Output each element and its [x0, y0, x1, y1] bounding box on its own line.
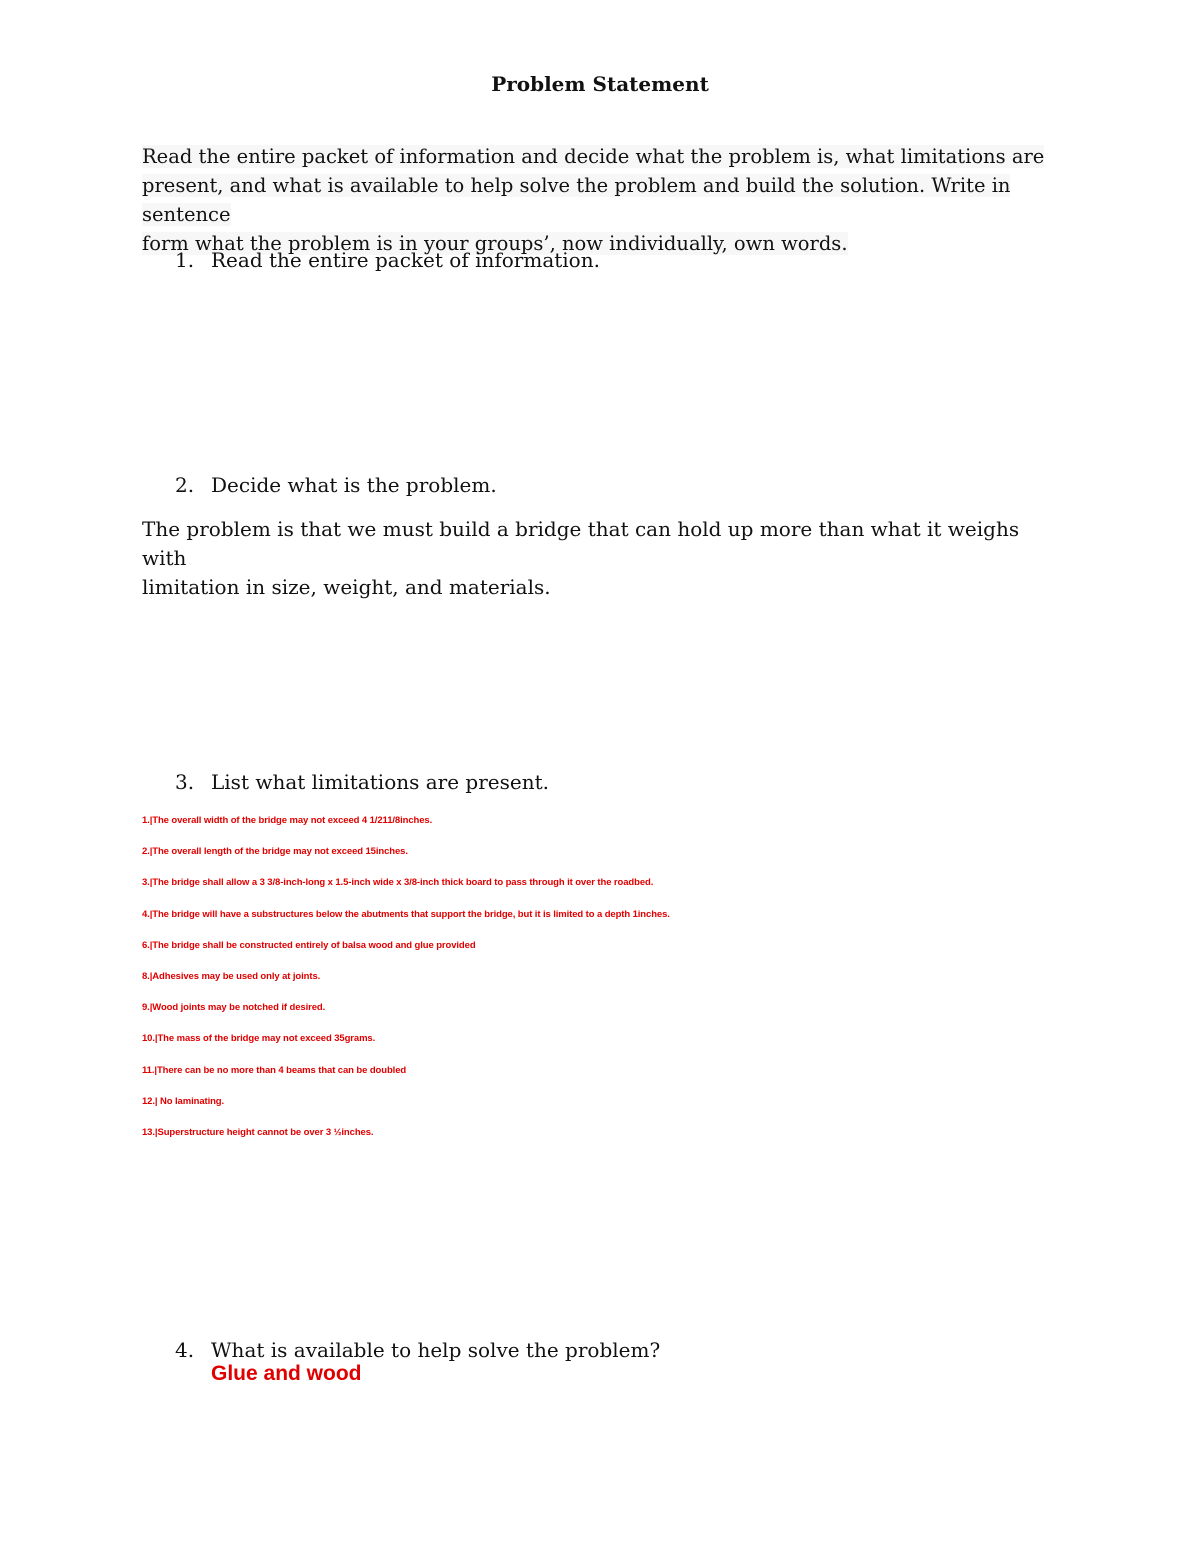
intro-paragraph: [142, 142, 1072, 258]
page-title: Problem Statement: [491, 72, 709, 96]
problem-answer-line-2: limitation in size, weight, and materials.: [142, 575, 551, 599]
limitation-item: 12.| No laminating.: [142, 1095, 225, 1107]
question-text: What is available to help solve the problem?: [211, 1338, 661, 1362]
question-text: List what limitations are present.: [211, 770, 549, 794]
question-number: 3.: [175, 770, 195, 794]
limitation-item: 10.|The mass of the bridge may not exceed 35grams.: [142, 1033, 376, 1045]
problem-answer: [142, 515, 1042, 602]
problem-answer-line-1: The problem is that we must build a bridge that can hold up more than what it weighs with: [142, 517, 1020, 570]
intro-line-1: Read the entire packet of information and decide what the problem is, what limitations are: [142, 145, 1045, 168]
question-number: 1.: [175, 248, 195, 272]
limitation-item: 9.|Wood joints may be notched if desired.: [142, 1002, 326, 1014]
question-text: Read the entire packet of information.: [211, 248, 600, 272]
limitation-item: 8.|Adhesives may be used only at joints.: [142, 970, 321, 982]
limitation-item: 2.|The overall length of the bridge may not exceed 15inches.: [142, 846, 408, 858]
limitations-list: [142, 812, 1042, 1155]
available-answer: Glue and wood: [211, 1362, 362, 1385]
limitation-item: 11.|There can be no more than 4 beams that can be doubled: [142, 1064, 407, 1076]
limitation-item: 6.|The bridge shall be constructed entirely of balsa wood and glue provided: [142, 939, 476, 951]
limitation-item: 1.|The overall width of the bridge may not exceed 4 1/211/8inches.: [142, 815, 433, 826]
intro-line-2: present, and what is available to help solve the problem and build the solution. Write in sentence: [142, 174, 1011, 226]
intro-line-3: form what the problem is in your groups’, now individually, own words.: [142, 232, 848, 255]
question-number: 4.: [175, 1338, 195, 1362]
question-3: [175, 767, 549, 797]
question-2: [175, 470, 497, 500]
question-text: Decide what is the problem.: [211, 473, 497, 497]
limitation-item: 13.|Superstructure height cannot be over 3 ½inches.: [142, 1126, 374, 1138]
question-1: [175, 245, 600, 275]
limitation-item: 3.|The bridge shall allow a 3 3/8-inch-long x 1.5-inch wide x 3/8-inch thick board to pass through it over the roadbed.: [142, 877, 654, 889]
limitation-item: 4.|The bridge will have a substructures below the abutments that support the bridge, but it is limited to a depth 1inches.: [142, 908, 670, 920]
question-4: [175, 1335, 660, 1365]
question-number: 2.: [175, 473, 195, 497]
